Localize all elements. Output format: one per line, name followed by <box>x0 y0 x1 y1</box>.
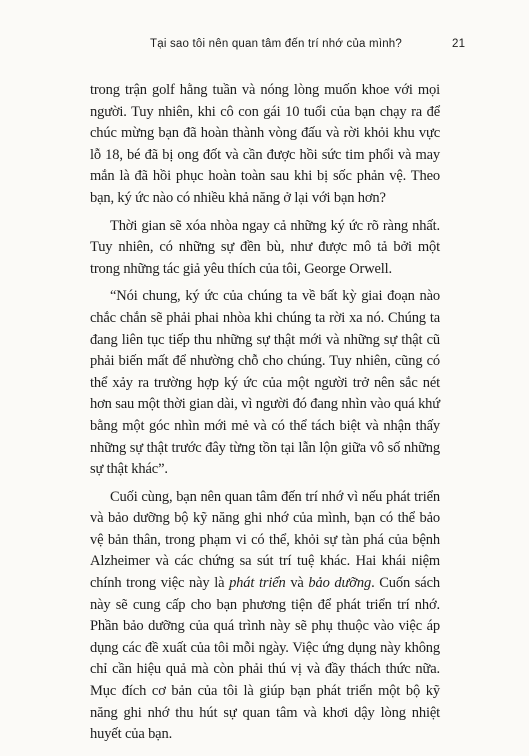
conclusion-text-end: . Cuốn sách này sẽ cung cấp cho bạn phương tiện để phát triển trí nhớ. Phần bảo dưỡng của quá trình này sẽ phụ thuộc vào việc áp dụng các đề xuất của tôi mỗi ngày. Việc ứng dụng này không chỉ cần hiệu quả mà còn phải thú vị và đầy thách thức nữa. Mục đích cơ bản của tôi là giúp bạn phát triển một bộ kỹ năng ghi nhớ thu hút sự quan tâm và khơi dậy lòng nhiệt huyết của bạn. <box>90 575 440 743</box>
emphasis-maintain: bảo dưỡng <box>308 575 372 592</box>
page-number: 21 <box>452 38 466 50</box>
paragraph-conclusion <box>90 487 440 746</box>
emphasis-develop: phát triển <box>229 575 286 592</box>
body-text <box>90 80 440 746</box>
conclusion-text-and: và <box>285 575 309 592</box>
conclusion-text-start: Cuối cùng, bạn nên quan tâm đến trí nhớ vì nếu phát triển và bảo dưỡng bộ kỹ năng ghi nhớ của mình, bạn có thể bảo vệ bản thân, trong phạm vi có thể, khỏi sự tàn phá của bệnh Alzheimer và các chứng sa sút trí tuệ khác. Hai khái niệm chính trong việc này là <box>90 488 440 592</box>
paragraph-orwell-quote: “Nói chung, ký ức của chúng ta về bất kỳ giai đoạn nào chắc chắn sẽ phải phai nhòa khi chúng ta rời xa nó. Chúng ta đang liên tục tiếp thu những sự thật mới và những sự thật cũ phải biến mất để nhường chỗ cho chúng. Tuy nhiên, cũng có thể xảy ra trường hợp ký ức của một người trở nên sắc nét hơn sau một thời gian dài, vì người đó đang nhìn vào quá khứ bằng một góc nhìn mới mẻ và có thể tách biệt và nhận thấy những sự thật trước đây từng tồn tại lẫn lộn giữa vô số những sự thật khác”. <box>90 288 440 478</box>
chapter-title: Tại sao tôi nên quan tâm đến trí nhớ của mình? <box>150 38 402 50</box>
paragraph-time-fades: Thời gian sẽ xóa nhòa ngay cả những ký ức rõ ràng nhất. Tuy nhiên, có những sự đền bù, như được mô tả bởi một trong những tác giả yêu thích của tôi, George Orwell. <box>90 217 440 277</box>
running-header <box>0 38 529 54</box>
paragraph-continuation: trong trận golf hằng tuần và nóng lòng muốn khoe với mọi người. Tuy nhiên, khi cô con gái 10 tuổi của bạn chạy ra để chúc mừng bạn đã hoàn thành vòng đấu và rời khỏi khu vực lỗ 18, bé đã bị ong đốt và cần được hồi sức tim phổi và may mắn là đã hồi phục hoàn toàn sau khi bị sốc phản vệ. Theo bạn, ký ức nào có nhiều khả năng ở lại với bạn hơn? <box>90 82 440 206</box>
